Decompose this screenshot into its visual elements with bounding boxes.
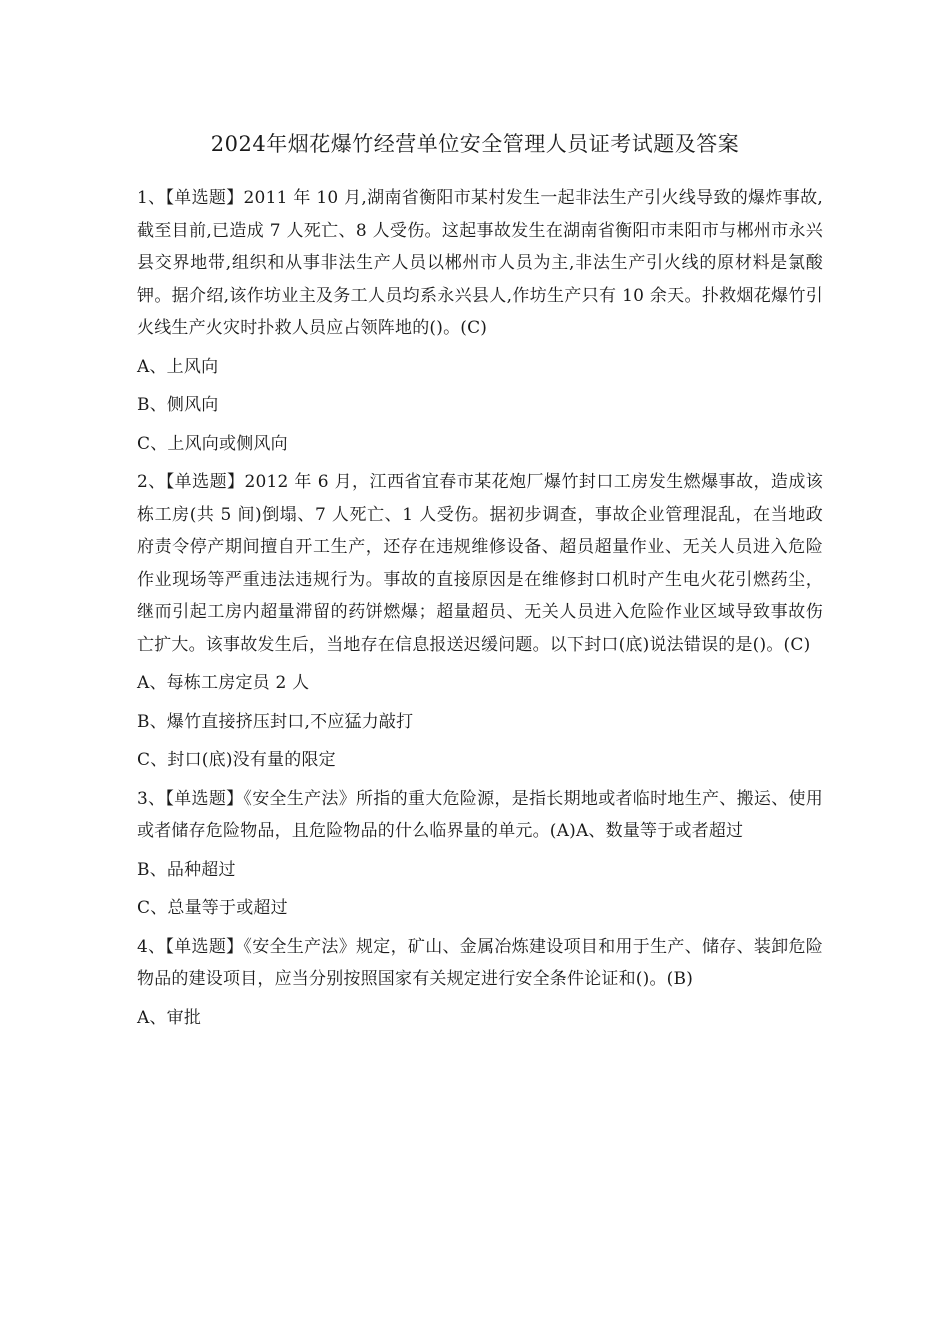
- question-4: [137, 931, 823, 1035]
- option-a: A、上风向: [137, 356, 219, 377]
- question-text: 2、【单选题】2012 年 6 月，江西省宜春市某花炮厂爆竹封口工房发生燃爆事故，造成该栋工房(共 5 间)倒塌、7 人死亡、1 人受伤。据初步调查，事故企业管理混乱，在当地政府责令停产期间擅自开工生产，还存在违规维修设备、超员超量作业、无关人员进入危险作业现场等严重违法违规行为。事故的直接原因是在维修封口机时产生电火花引燃药尘，继而引起工房内超量滞留的药饼燃爆；超量超员、无关人员进入危险作业区域导致事故伤亡扩大。该事故发生后，当地存在信息报送迟缓问题。以下封口(底)说法错误的是()。(C): [137, 472, 823, 655]
- option-c: C、总量等于或超过: [137, 898, 288, 918]
- question-text: 1、【单选题】2011 年 10 月,湖南省衡阳市某村发生一起非法生产引火线导致的爆炸事故,截至目前,已造成 7 人死亡、8 人受伤。这起事故发生在湖南省衡阳市耒阳市与郴州市永兴县交界地带,组织和从事非法生产人员以郴州市人员为主,非法生产引火线的原材料是氯酸钾。据介绍,该作坊业主及务工人员均系永兴县人,作坊生产只有 10 余天。扑救烟花爆竹引火线生产火灾时扑救人员应占领阵地的()。(C): [137, 188, 823, 338]
- option-a: A、每栋工房定员 2 人: [137, 673, 310, 693]
- question-list: [137, 182, 823, 1040]
- option-c: C、上风向或侧风向: [137, 433, 288, 454]
- question-1: [137, 182, 823, 460]
- question-3: [137, 783, 823, 925]
- option-c: C、封口(底)没有量的限定: [137, 750, 336, 770]
- question-text: 3、【单选题】《安全生产法》所指的重大危险源，是指长期地或者临时地生产、搬运、使用或者储存危险物品，且危险物品的什么临界量的单元。(A)A、数量等于或者超过: [137, 788, 823, 841]
- option-a: A、审批: [137, 1007, 202, 1028]
- option-b: B、爆竹直接挤压封口,不应猛力敲打: [137, 711, 414, 732]
- question-2: [137, 466, 823, 777]
- option-b: B、品种超过: [137, 859, 236, 880]
- page-title: 2024年烟花爆竹经营单位安全管理人员证考试题及答案: [210, 132, 740, 156]
- option-b: B、侧风向: [137, 395, 219, 415]
- question-text: 4、【单选题】《安全生产法》规定，矿山、金属冶炼建设项目和用于生产、储存、装卸危险物品的建设项目，应当分别按照国家有关规定进行安全条件论证和()。(B): [137, 936, 823, 989]
